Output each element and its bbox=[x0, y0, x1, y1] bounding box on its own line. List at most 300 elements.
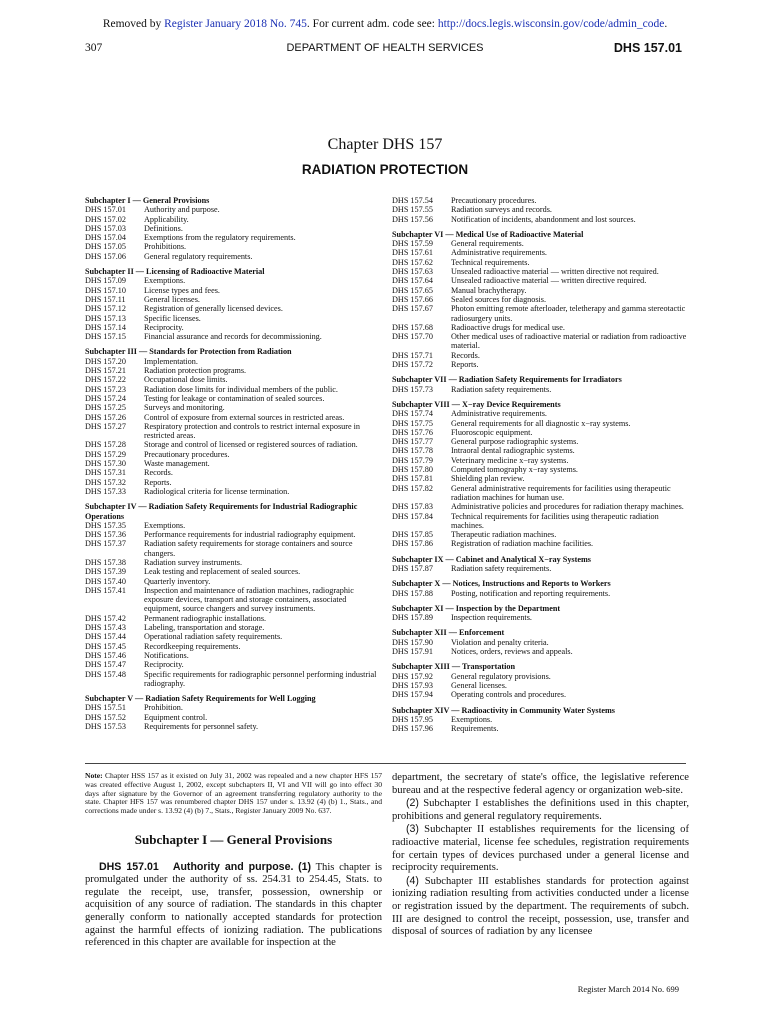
toc-entry bbox=[392, 530, 688, 539]
toc-section-title: Waste management. bbox=[144, 459, 210, 469]
toc-section-title: Respiratory protection and controls to restrict internal exposure in restricted areas. bbox=[144, 421, 360, 441]
section-paragraph-3 bbox=[392, 823, 689, 874]
toc-section-number: DHS 157.43 bbox=[85, 623, 126, 633]
toc-section-number: DHS 157.90 bbox=[392, 637, 433, 647]
running-code-header: DHS 157.01 bbox=[613, 41, 682, 55]
register-footer: Register March 2014 No. 699 bbox=[577, 984, 679, 994]
toc-section-number: DHS 157.77 bbox=[392, 437, 433, 447]
toc-entry bbox=[85, 314, 382, 323]
toc-section bbox=[392, 662, 688, 699]
toc-section-number: DHS 157.66 bbox=[392, 294, 433, 304]
toc-section-number: DHS 157.73 bbox=[392, 384, 433, 394]
toc-section-title: Photon emitting remote afterloader, teletherapy and gamma stereotactic radiosurgery units. bbox=[451, 304, 686, 323]
toc-section bbox=[392, 628, 688, 656]
toc-entry bbox=[392, 724, 688, 733]
toc-section-number: DHS 157.51 bbox=[85, 703, 126, 713]
subsection-4-text: Subchapter III establishes standards for protection against ionizing radiation resulting from activities conducted under a license or registration issued by the department. The requirements of subch. III are designed to control the receipt, possession, use, transfer and disposal of sources of radiation by any licensee bbox=[392, 875, 689, 938]
toc-section-title: Therapeutic radiation machines. bbox=[451, 530, 557, 540]
toc-entry bbox=[85, 332, 382, 341]
toc-section-number: DHS 157.71 bbox=[392, 350, 433, 360]
subsection-1-text: This chapter is promulgated under the authority of ss. 254.31 to 254.45, Stats. to regulate the receipt, use, transfer, possession, ownership or acquisition of any source of radiation. The standards in this chapter generally conform to nationally accepted standards for protection against the harmful effects of ionizing radiation. The publications referenced in this chapter are available for inspection at the bbox=[85, 861, 382, 949]
toc-section-number: DHS 157.68 bbox=[392, 322, 433, 332]
toc-subchapter-heading: Subchapter I — General Provisions bbox=[85, 196, 210, 205]
toc-entry bbox=[85, 394, 382, 403]
toc-entry bbox=[392, 419, 688, 428]
toc-section-title: Shielding plan review. bbox=[451, 474, 525, 484]
toc-section-title: Labeling, transportation and storage. bbox=[144, 623, 265, 633]
toc-entry bbox=[392, 474, 688, 483]
toc-section-number: DHS 157.03 bbox=[85, 223, 126, 233]
toc-section-title: Occupational dose limits. bbox=[144, 375, 228, 385]
toc-entry bbox=[392, 484, 688, 503]
toc-section-title: General licenses. bbox=[451, 680, 507, 690]
department-header: DEPARTMENT OF HEALTH SERVICES bbox=[286, 42, 484, 54]
toc-section-title: Implementation. bbox=[144, 356, 198, 366]
subchapter-heading: Subchapter I — General Provisions bbox=[134, 831, 333, 847]
toc-section-title: Financial assurance and records for decommissioning. bbox=[144, 332, 322, 342]
toc-section bbox=[392, 400, 688, 549]
toc-section-number: DHS 157.31 bbox=[85, 468, 126, 478]
toc-entry bbox=[85, 567, 382, 576]
toc-entry bbox=[392, 248, 688, 257]
toc-entry bbox=[392, 304, 688, 323]
toc-section-title: Inspection and maintenance of radiation machines, radiographic exposure devices, transport and storage containers, associated equipment, source changers and survey instruments. bbox=[144, 585, 354, 614]
table-of-contents-right bbox=[392, 196, 688, 739]
toc-section-number: DHS 157.25 bbox=[85, 403, 126, 413]
toc-section-number: DHS 157.54 bbox=[392, 196, 433, 205]
toc-section-number: DHS 157.55 bbox=[392, 205, 433, 215]
toc-entry bbox=[85, 450, 382, 459]
toc-entry bbox=[392, 332, 688, 351]
toc-section-title: Recordkeeping requirements. bbox=[144, 641, 241, 651]
toc-section-title: General administrative requirements for facilities using therapeutic radiation machines for human use. bbox=[451, 483, 671, 502]
toc-entry bbox=[392, 239, 688, 248]
toc-entry bbox=[85, 468, 382, 477]
toc-section-number: DHS 157.56 bbox=[392, 214, 433, 224]
toc-section-number: DHS 157.15 bbox=[85, 332, 126, 342]
toc-subchapter-heading: Subchapter XIII — Transportation bbox=[392, 662, 516, 672]
toc-entry bbox=[392, 613, 688, 622]
toc-section-title: Notices, orders, reviews and appeals. bbox=[451, 647, 573, 657]
toc-section-title: General purpose radiographic systems. bbox=[451, 437, 579, 447]
toc-section bbox=[392, 230, 688, 369]
toc-entry bbox=[85, 539, 382, 558]
toc-section-number: DHS 157.63 bbox=[392, 267, 433, 277]
toc-section-number: DHS 157.86 bbox=[392, 539, 433, 549]
toc-section-title: Authority and purpose. bbox=[144, 205, 220, 215]
toc-section-number: DHS 157.81 bbox=[392, 474, 433, 484]
toc-section-title: Exemptions from the regulatory requirements. bbox=[144, 233, 296, 243]
toc-entry bbox=[85, 722, 382, 731]
toc-entry bbox=[85, 242, 382, 251]
toc-section-title: General requirements. bbox=[451, 239, 524, 249]
toc-section-number: DHS 157.41 bbox=[85, 585, 126, 595]
toc-section-number: DHS 157.44 bbox=[85, 632, 126, 642]
toc-entry bbox=[85, 215, 382, 224]
toc-section-title: Reports. bbox=[144, 477, 172, 487]
toc-subchapter-heading: Subchapter II — Licensing of Radioactive Material bbox=[85, 267, 265, 277]
toc-section-title: Violation and penalty criteria. bbox=[451, 637, 549, 647]
toc-entry bbox=[85, 521, 382, 530]
toc-entry bbox=[85, 713, 382, 722]
toc-section-number: DHS 157.79 bbox=[392, 455, 433, 465]
toc-entry bbox=[85, 366, 382, 375]
toc-subchapter-heading: Subchapter VI — Medical Use of Radioactive Material bbox=[392, 229, 584, 239]
toc-section-title: Performance requirements for industrial radiography equipment. bbox=[144, 530, 356, 540]
toc-section-title: Registration of generally licensed devices. bbox=[144, 304, 283, 314]
toc-section-number: DHS 157.11 bbox=[85, 294, 126, 304]
register-link[interactable]: Register January 2018 No. 745 bbox=[164, 18, 307, 30]
toc-section-number: DHS 157.67 bbox=[392, 304, 433, 314]
toc-entry bbox=[392, 215, 688, 224]
subsection-2-label: (2) bbox=[406, 797, 419, 810]
toc-section-number: DHS 157.30 bbox=[85, 459, 126, 469]
body-column-left bbox=[85, 772, 382, 950]
banner-middle: . For current adm. code see: bbox=[306, 18, 435, 30]
toc-section-title: Unsealed radioactive material — written directive required. bbox=[451, 276, 647, 286]
toc-section-number: DHS 157.39 bbox=[85, 567, 126, 577]
subsection-1-label: (1) bbox=[298, 860, 312, 873]
toc-entry bbox=[85, 224, 382, 233]
toc-entry bbox=[85, 205, 382, 214]
toc-section-title: Technical requirements for facilities using therapeutic radiation machines. bbox=[451, 511, 659, 530]
admin-code-link[interactable]: http://docs.legis.wisconsin.gov/code/admin_code bbox=[437, 18, 665, 30]
toc-section-number: DHS 157.20 bbox=[85, 356, 126, 366]
toc-section-number: DHS 157.95 bbox=[392, 714, 433, 724]
toc-section-title: Permanent radiographic installations. bbox=[144, 613, 267, 623]
toc-section-title: Radiation protection programs. bbox=[144, 366, 247, 376]
toc-section-title: License types and fees. bbox=[144, 285, 220, 295]
toc-section-title: General requirements for all diagnostic x−ray systems. bbox=[451, 418, 631, 428]
toc-section-title: Exemptions. bbox=[451, 714, 493, 724]
toc-section-title: Radiation safety requirements. bbox=[451, 384, 552, 394]
toc-section-title: General regulatory requirements. bbox=[144, 251, 253, 261]
toc-section-number: DHS 157.76 bbox=[392, 427, 433, 437]
toc-entry bbox=[85, 558, 382, 567]
toc-section-title: General licenses. bbox=[144, 294, 200, 304]
toc-section bbox=[392, 579, 688, 598]
toc-section bbox=[85, 196, 382, 261]
toc-entry bbox=[392, 502, 688, 511]
toc-entry bbox=[392, 638, 688, 647]
toc-section-number: DHS 157.89 bbox=[392, 613, 433, 623]
toc-section-title: Notifications. bbox=[144, 650, 189, 660]
toc-entry bbox=[85, 642, 382, 651]
toc-entry bbox=[392, 564, 688, 573]
toc-section-number: DHS 157.75 bbox=[392, 418, 433, 428]
toc-section-number: DHS 157.33 bbox=[85, 486, 126, 496]
toc-section-title: General regulatory provisions. bbox=[451, 671, 551, 681]
toc-section-number: DHS 157.91 bbox=[392, 647, 433, 657]
toc-section-number: DHS 157.65 bbox=[392, 285, 433, 295]
toc-entry bbox=[392, 409, 688, 418]
chapter-title: Chapter DHS 157 bbox=[327, 136, 443, 153]
toc-entry bbox=[85, 286, 382, 295]
toc-section-number: DHS 157.93 bbox=[392, 680, 433, 690]
section-number: DHS 157.01 bbox=[99, 860, 159, 873]
toc-entry bbox=[85, 487, 382, 496]
toc-entry bbox=[85, 422, 382, 441]
toc-entry bbox=[85, 304, 382, 313]
toc-entry bbox=[392, 276, 688, 285]
toc-section-number: DHS 157.74 bbox=[392, 409, 433, 419]
toc-entry bbox=[392, 512, 688, 531]
toc-entry bbox=[85, 670, 382, 689]
toc-section-number: DHS 157.45 bbox=[85, 641, 126, 651]
toc-section-number: DHS 157.23 bbox=[85, 384, 126, 394]
toc-section-title: Precautionary procedures. bbox=[144, 449, 230, 459]
toc-section bbox=[392, 375, 688, 394]
removal-banner bbox=[0, 18, 770, 30]
toc-section-title: Manual brachytherapy. bbox=[451, 285, 527, 295]
toc-section bbox=[392, 706, 688, 734]
toc-entry bbox=[392, 385, 688, 394]
body-column-right bbox=[392, 772, 689, 939]
toc-section-title: Reciprocity. bbox=[144, 322, 184, 332]
toc-section-number: DHS 157.59 bbox=[392, 239, 433, 249]
toc-section-title: Operational radiation safety requirements. bbox=[144, 632, 283, 642]
toc-entry bbox=[392, 286, 688, 295]
toc-section-number: DHS 157.01 bbox=[85, 205, 126, 215]
note-label: Note: bbox=[85, 771, 103, 780]
chapter-subtitle: RADIATION PROTECTION bbox=[301, 162, 469, 177]
toc-section-number: DHS 157.62 bbox=[392, 257, 433, 267]
toc-section-number: DHS 157.36 bbox=[85, 530, 126, 540]
toc-subchapter-heading: Subchapter IX — Cabinet and Analytical X−ray Systems bbox=[392, 554, 591, 564]
history-note bbox=[85, 772, 382, 816]
toc-subchapter-heading: Subchapter XII — Enforcement bbox=[392, 628, 505, 638]
toc-section-title: Radioactive drugs for medical use. bbox=[451, 322, 565, 332]
toc-section-title: Notification of incidents, abandonment and lost sources. bbox=[451, 214, 636, 224]
toc-section-title: Equipment control. bbox=[144, 712, 208, 722]
toc-section-number: DHS 157.12 bbox=[85, 304, 126, 314]
toc-section-title: Intraoral dental radiographic systems. bbox=[451, 446, 575, 456]
toc-section-title: Records. bbox=[144, 468, 173, 478]
toc-section-title: Storage and control of licensed or registered sources of radiation. bbox=[144, 440, 358, 450]
toc-section-number: DHS 157.48 bbox=[85, 669, 126, 679]
toc-entry bbox=[392, 196, 688, 205]
toc-section-title: Registration of radiation machine facilities. bbox=[451, 539, 594, 549]
toc-section-title: Records. bbox=[451, 350, 480, 360]
toc-section-number: DHS 157.78 bbox=[392, 446, 433, 456]
toc-entry bbox=[392, 681, 688, 690]
section-paragraph-1-continued bbox=[392, 772, 689, 797]
section-title: Authority and purpose. bbox=[172, 860, 294, 873]
toc-section-title: Reports. bbox=[451, 360, 479, 370]
toc-section-number: DHS 157.53 bbox=[85, 722, 126, 732]
banner-prefix: Removed by bbox=[102, 18, 162, 30]
toc-section-title: Precautionary procedures. bbox=[451, 196, 537, 205]
banner-suffix: . bbox=[664, 18, 668, 30]
toc-section-title: Radiation safety requirements for storage containers and source changers. bbox=[144, 539, 353, 558]
toc-section-title: Prohibitions. bbox=[144, 242, 187, 252]
toc-section-number: DHS 157.37 bbox=[85, 539, 126, 549]
toc-section-number: DHS 157.64 bbox=[392, 276, 433, 286]
toc-entry bbox=[392, 715, 688, 724]
toc-section-number: DHS 157.24 bbox=[85, 393, 126, 403]
toc-subchapter-heading: Subchapter VII — Radiation Safety Requirements for Irradiators bbox=[392, 375, 622, 385]
toc-section-number: DHS 157.88 bbox=[392, 588, 433, 598]
toc-section-title: Radiation safety requirements. bbox=[451, 563, 552, 573]
toc-section-number: DHS 157.84 bbox=[392, 511, 433, 521]
toc-section-title: Inspection requirements. bbox=[451, 613, 532, 623]
toc-section-number: DHS 157.92 bbox=[392, 671, 433, 681]
section-paragraph-1 bbox=[85, 861, 382, 950]
toc-section-number: DHS 157.09 bbox=[85, 276, 126, 286]
subsection-2-text: Subchapter I establishes the definitions used in this chapter, prohibitions and general regulatory requirements. bbox=[392, 798, 689, 822]
toc-section-number: DHS 157.40 bbox=[85, 576, 126, 586]
toc-entry bbox=[85, 357, 382, 366]
toc-entry bbox=[85, 403, 382, 412]
toc-section-title: Control of exposure from external sources in restricted areas. bbox=[144, 412, 345, 422]
toc-section-number: DHS 157.02 bbox=[85, 214, 126, 224]
toc-entry bbox=[392, 539, 688, 548]
toc-section-title: Definitions. bbox=[144, 223, 183, 233]
toc-entry bbox=[392, 351, 688, 360]
toc-section bbox=[85, 347, 382, 496]
toc-section-number: DHS 157.85 bbox=[392, 530, 433, 540]
toc-subchapter-heading: Subchapter IV — Radiation Safety Requirements for Industrial Radiographic Operations bbox=[85, 502, 358, 521]
toc-section-title: Fluoroscopic equipment. bbox=[451, 427, 533, 437]
toc-section-number: DHS 157.38 bbox=[85, 557, 126, 567]
toc-entry bbox=[392, 267, 688, 276]
toc-section bbox=[392, 196, 688, 224]
toc-section-number: DHS 157.26 bbox=[85, 412, 126, 422]
toc-entry bbox=[85, 586, 382, 614]
toc-section-title: Testing for leakage or contamination of sealed sources. bbox=[144, 393, 325, 403]
toc-section-title: Operating controls and procedures. bbox=[451, 690, 567, 700]
toc-section-title: Specific licenses. bbox=[144, 313, 201, 323]
toc-entry bbox=[85, 651, 382, 660]
toc-entry bbox=[392, 437, 688, 446]
toc-entry bbox=[392, 323, 688, 332]
toc-section-number: DHS 157.35 bbox=[85, 520, 126, 530]
toc-entry bbox=[85, 295, 382, 304]
toc-entry bbox=[392, 647, 688, 656]
toc-section-title: Exemptions. bbox=[144, 520, 186, 530]
toc-section-title: Specific requirements for radiographic personnel performing industrial radiography. bbox=[144, 669, 377, 688]
subsection-3-text: Subchapter II establishes requirements for the licensing of radioactive material, license fee schedules, registration requirements for certain types of devices purchased under a general license and reciprocity requirements. bbox=[392, 824, 689, 874]
toc-section-number: DHS 157.22 bbox=[85, 375, 126, 385]
toc-entry bbox=[392, 446, 688, 455]
toc-section-title: Administrative policies and procedures for radiation therapy machines. bbox=[451, 502, 684, 512]
toc-entry bbox=[392, 672, 688, 681]
toc-section-number: DHS 157.05 bbox=[85, 242, 126, 252]
toc-entry bbox=[85, 323, 382, 332]
toc-subchapter-heading: Subchapter V — Radiation Safety Requirements for Well Logging bbox=[85, 694, 316, 704]
toc-section-title: Administrative requirements. bbox=[451, 248, 547, 258]
toc-entry bbox=[85, 530, 382, 539]
toc-section-title: Reciprocity. bbox=[144, 660, 184, 670]
toc-entry bbox=[85, 614, 382, 623]
subsection-1-text-continued: department, the secretary of state's office, the legislative reference bureau and at the respective federal agency or organization web-site. bbox=[392, 772, 689, 796]
section-divider bbox=[85, 763, 686, 764]
section-paragraph-2 bbox=[392, 797, 689, 823]
toc-section-number: DHS 157.72 bbox=[392, 360, 433, 370]
toc-section-title: Radiation dose limits for individual members of the public. bbox=[144, 384, 338, 394]
toc-entry bbox=[392, 428, 688, 437]
toc-section-title: Quarterly inventory. bbox=[144, 576, 211, 586]
toc-section-number: DHS 157.28 bbox=[85, 440, 126, 450]
toc-entry bbox=[85, 660, 382, 669]
note-text: Chapter HSS 157 as it existed on July 31, 2002 was repealed and a new chapter HFS 157 was created effective August 1, 2002, except subchapters II, VI and VII will go into effect 30 days after signature by the Governor of an agreement transferring regulatory authority to the state. Chapter HFS 157 was renumbered chapter DHS 157 under s. 13.92 (4) (b) 1., Stats., and corrections made under s. 13.92 (4) (b) 7., Stats., Register January 2009 No. 637. bbox=[85, 771, 382, 816]
toc-section-title: Computed tomography x−ray systems. bbox=[451, 465, 578, 475]
toc-entry bbox=[85, 703, 382, 712]
page-number: 307 bbox=[85, 42, 103, 54]
toc-section-title: Leak testing and replacement of sealed sources. bbox=[144, 567, 301, 577]
toc-section-number: DHS 157.42 bbox=[85, 613, 126, 623]
toc-section bbox=[392, 604, 688, 623]
toc-section-title: Radiation surveys and records. bbox=[451, 205, 552, 215]
toc-entry bbox=[85, 375, 382, 384]
toc-entry bbox=[392, 589, 688, 598]
toc-entry bbox=[392, 295, 688, 304]
toc-section-number: DHS 157.61 bbox=[392, 248, 433, 258]
toc-entry bbox=[85, 478, 382, 487]
toc-section-number: DHS 157.14 bbox=[85, 322, 126, 332]
section-paragraph-4 bbox=[392, 875, 689, 939]
toc-section-number: DHS 157.29 bbox=[85, 449, 126, 459]
toc-section-number: DHS 157.94 bbox=[392, 690, 433, 700]
toc-subchapter-heading: Subchapter VIII — X−ray Device Requirements bbox=[392, 399, 561, 409]
subsection-4-label: (4) bbox=[406, 874, 419, 887]
toc-section-title: Veterinary medicine x−ray systems. bbox=[451, 455, 569, 465]
toc-entry bbox=[392, 690, 688, 699]
toc-section bbox=[85, 502, 382, 688]
toc-section-number: DHS 157.80 bbox=[392, 465, 433, 475]
toc-section-title: Applicability. bbox=[144, 214, 189, 224]
toc-entry bbox=[85, 233, 382, 242]
subsection-3-label: (3) bbox=[406, 823, 419, 836]
toc-section-number: DHS 157.83 bbox=[392, 502, 433, 512]
toc-section-number: DHS 157.70 bbox=[392, 332, 433, 342]
toc-section-number: DHS 157.47 bbox=[85, 660, 126, 670]
toc-section-title: Administrative requirements. bbox=[451, 409, 547, 419]
toc-section-number: DHS 157.27 bbox=[85, 421, 126, 431]
table-of-contents-left bbox=[85, 196, 382, 737]
toc-section-number: DHS 157.46 bbox=[85, 650, 126, 660]
toc-entry bbox=[85, 252, 382, 261]
toc-section bbox=[85, 267, 382, 341]
toc-section-title: Unsealed radioactive material — written directive not required. bbox=[451, 267, 659, 277]
toc-section-title: Posting, notification and reporting requirements. bbox=[451, 588, 611, 598]
toc-section-number: DHS 157.10 bbox=[85, 285, 126, 295]
toc-entry bbox=[392, 360, 688, 369]
toc-section-number: DHS 157.96 bbox=[392, 724, 433, 734]
toc-section-title: Radiation survey instruments. bbox=[144, 557, 243, 567]
toc-subchapter-heading: Subchapter XI — Inspection by the Department bbox=[392, 603, 561, 613]
toc-section-number: DHS 157.52 bbox=[85, 712, 126, 722]
toc-entry bbox=[85, 623, 382, 632]
toc-entry bbox=[85, 276, 382, 285]
toc-section-title: Prohibition. bbox=[144, 703, 183, 713]
toc-section-number: DHS 157.87 bbox=[392, 563, 433, 573]
toc-section-number: DHS 157.32 bbox=[85, 477, 126, 487]
toc-section-number: DHS 157.04 bbox=[85, 233, 126, 243]
toc-section-title: Other medical uses of radioactive material or radiation from radioactive material. bbox=[451, 332, 687, 351]
toc-entry bbox=[392, 258, 688, 267]
toc-entry bbox=[85, 385, 382, 394]
toc-section bbox=[85, 694, 382, 731]
toc-section-title: Requirements. bbox=[451, 724, 499, 734]
toc-entry bbox=[85, 632, 382, 641]
toc-section-title: Radiological criteria for license termination. bbox=[144, 486, 290, 496]
toc-subchapter-heading: Subchapter III — Standards for Protection from Radiation bbox=[85, 347, 292, 357]
toc-section-title: Technical requirements. bbox=[451, 257, 530, 267]
toc-entry bbox=[85, 413, 382, 422]
toc-entry bbox=[392, 465, 688, 474]
toc-section-number: DHS 157.82 bbox=[392, 483, 433, 493]
